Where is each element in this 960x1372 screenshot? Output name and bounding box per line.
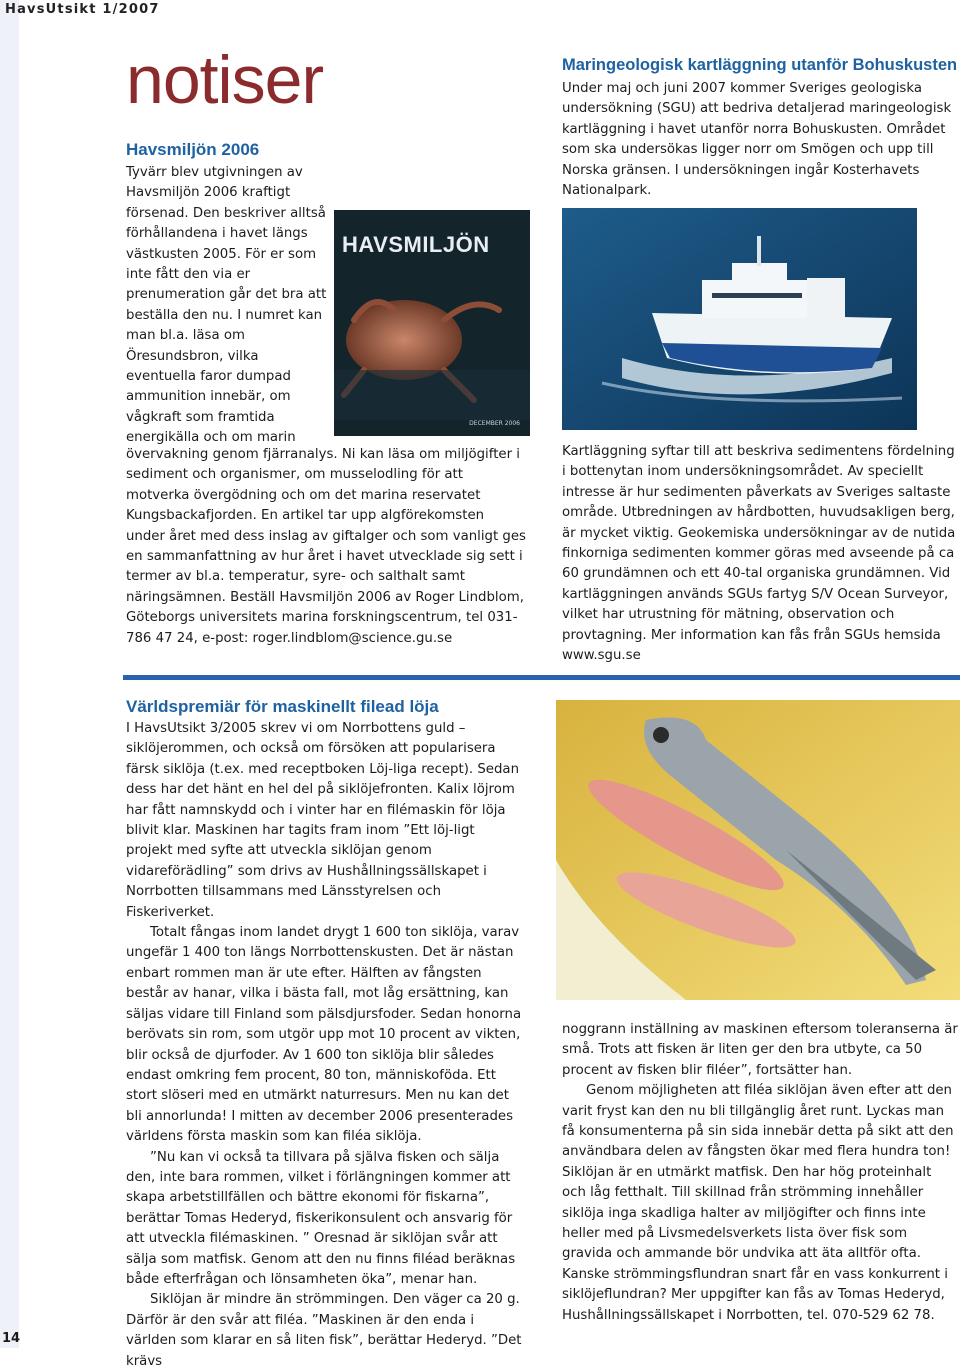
siklojan-continued-1: noggrann inställning av maskinen eftersom toleranserna är små. Trots att fisken är liten ger den bra utbyte, ca 50 procent av fisken blir filéer”, fortsätter han. [562,1022,958,1078]
ocean-surveyor-image [562,208,917,430]
siklojan-continued-2: Genom möjligheten att filéa siklöjan även efter att den varit fryst kan den nu bli tillgänglig året runt. Lyckas man få konsumenterna på sin sida innebär detta på sikt att den användbara delen av fångsten ökar med flera hundra ton! Siklöjan är en utmärkt matfisk. Den har hög proteinhalt och låg fetthalt. Till skillnad från strömming innehåller siklöja inga skadliga halter av miljögifter och finns inte heller med på Livsmedelsverkets lista över fisk som gravida och ammande bör undvika att äta alltför ofta. Kanske strömmingsflundran snart får en vass konkurrent i siklöjeflundran? Mer uppgifter kan fås av Tomas Hederyd, Hushållningssällskapet i Norrbotten, tel. 070-529 62 78. [562,1083,954,1323]
article-havsmiljon-body-text: övervakning genom fjärranalys. Ni kan läsa om miljögifter i sediment och organismer, om musselodling för att motverka övergödning och om det marina reservatet Kungsbackafjorden. En artikel tar upp algförekomsten under året med dess inslag av giftalger och som vanligt ges en sammanfattning av hur året i havet utvecklade sig sett i termer av bl.a. temperatur, syre- och salthalt samt näringsämnen. Beställ Havsmiljön 2006 av Roger Lindblom, Göteborgs universitets marina forskningscentrum, tel 031-786 47 24, e-post: roger.lindblom@science.gu.se [126,447,526,646]
article-havsmiljon-title: Havsmiljön 2006 [126,140,260,159]
section-title: notiser [126,42,324,118]
siklojan-paragraph-3: ”Nu kan vi också ta tillvara på själva fisken och sälja den, inte bara rommen, vilket i förlängningen kommer att skapa arbetstillfällen och bättre ekonomi för fiskarna”, berättar Tomas Hederyd, fiskerikonsulent och ansvarig för att utveckla filémaskinen. ” Oresnad är siklöjan svår att sälja som matfisk. Genom att den nu finns filéad beräknas både efterfrågan och lönsamheten öka”, menar han. [126,1149,516,1287]
cover-date: DECEMBER 2006 [469,420,520,427]
fileed-fish-image [556,700,960,1000]
fish-fillet-photo [556,700,960,1000]
section-divider [123,675,960,680]
article-havsmiljon-lead [126,140,331,449]
page-margin-strip [0,0,19,1348]
article-siklojan-continued [562,1020,958,1326]
article-siklojan [126,697,524,1372]
article-maringeologi-body-text: Kartläggning syftar till att beskriva sedimentens fördelning i bottenytan inom undersökningsområdet. Av speciellt intresse är hur sedimenten påverkats av Sveriges saltaste område. Utbredningen av hårdbotten, huvudsakligen berg, är mycket viktig. Geokemiska undersökningar av de nutida finkorniga sedimenten kommer göras med avseende på ca 60 grundämnen och ett 40-tal organiska grundämnen. Vid kartläggningen används SGUs fartyg S/V Ocean Surveyor, vilket har utrustning för mätning, observation och provtagning. Mer information kan fås från SGUs hemsida www.sgu.se [562,444,956,664]
article-maringeologi-body [562,442,958,666]
page-number: 14 [2,1331,21,1346]
siklojan-paragraph-4: Siklöjan är mindre än strömmingen. Den väger ca 20 g. Därför är den svår att filéa. ”Maskinen är den enda i världen som klarar en så liten fisk”, berättar Hederyd. ”Det krävs [126,1292,522,1369]
article-maringeologi-intro: Under maj och juni 2007 kommer Sveriges geologiska undersökning (SGU) att bedriva detaljerad maringeologisk kartläggning i havet utanför norra Bohuskusten. Området som ska undersökas ligger norr om Smögen och upp till Norska gränsen. I undersökningen ingår Kosterhavets Nationalpark. [562,81,952,199]
cover-title: HAVSMILJÖN [342,232,490,257]
article-maringeologi [562,55,958,201]
siklojan-paragraph-2: Totalt fångas inom landet drygt 1 600 ton siklöja, varav ungefär 1 400 ton längs Norrbottenskusten. Det är nästan enbart rommen man är ute efter. Hälften av fångsten består av hanar, vilka i bästa fall, mot låg ersättning, kan säljas vidare till Finland som pälsdjursfoder. Sedan honorna berövats sin rom, som utgör upp mot 10 procent av vikten, blir också de djurfoder. Av 1 600 ton siklöja blir således endast omkring fem procent, 80 ton, människoföda. Ett stort slöseri med en utmärkt naturresurs. Men nu kan det bli annorlunda! I mitten av december 2006 presenterades världens första maskin som kan filéa siklöja. [126,925,522,1145]
article-siklojan-title: Världspremiär för maskinellt filead löja [126,697,439,716]
article-havsmiljon-body [126,445,526,649]
havsmiljon-cover-image [334,210,530,436]
siklojan-paragraph-1: I HavsUtsikt 3/2005 skrev vi om Norrbottens guld – siklöjerommen, och också om försöken att popularisera färsk siklöja (t.ex. med receptboken Löj-liga recept). Sedan dess har det hänt en hel del på siklöjefronten. Kalix löjrom har fått namnskydd och i vinter har en filémaskin för löja blivit klar. Maskinen har tagits fram inom ”Ett löj-ligt projekt med syfte att utveckla siklöjan genom vidareförädling” som drivs av Hushållningssällskapet i Norrbotten tillsammans med Länsstyrelsen och Fiskeriverket. [126,721,519,920]
article-maringeologi-title: Maringeologisk kartläggning utanför Bohuskusten [562,56,958,74]
article-havsmiljon-lead-text: Tyvärr blev utgivningen av Havsmiljön 2006 kraftigt försenad. Den beskriver alltså förhållandena i havet längs västkusten 2005. För er som inte fått den via er prenumeration går det bra att beställa den nu. I numret kan man bl.a. läsa om Öresundsbron, vilka eventuella faror dumpad ammunition innebär, om vågkraft som framtida energikälla och om marin [126,165,327,446]
running-header: HavsUtsikt 1/2007 [5,2,160,17]
ship-photo [562,208,917,430]
